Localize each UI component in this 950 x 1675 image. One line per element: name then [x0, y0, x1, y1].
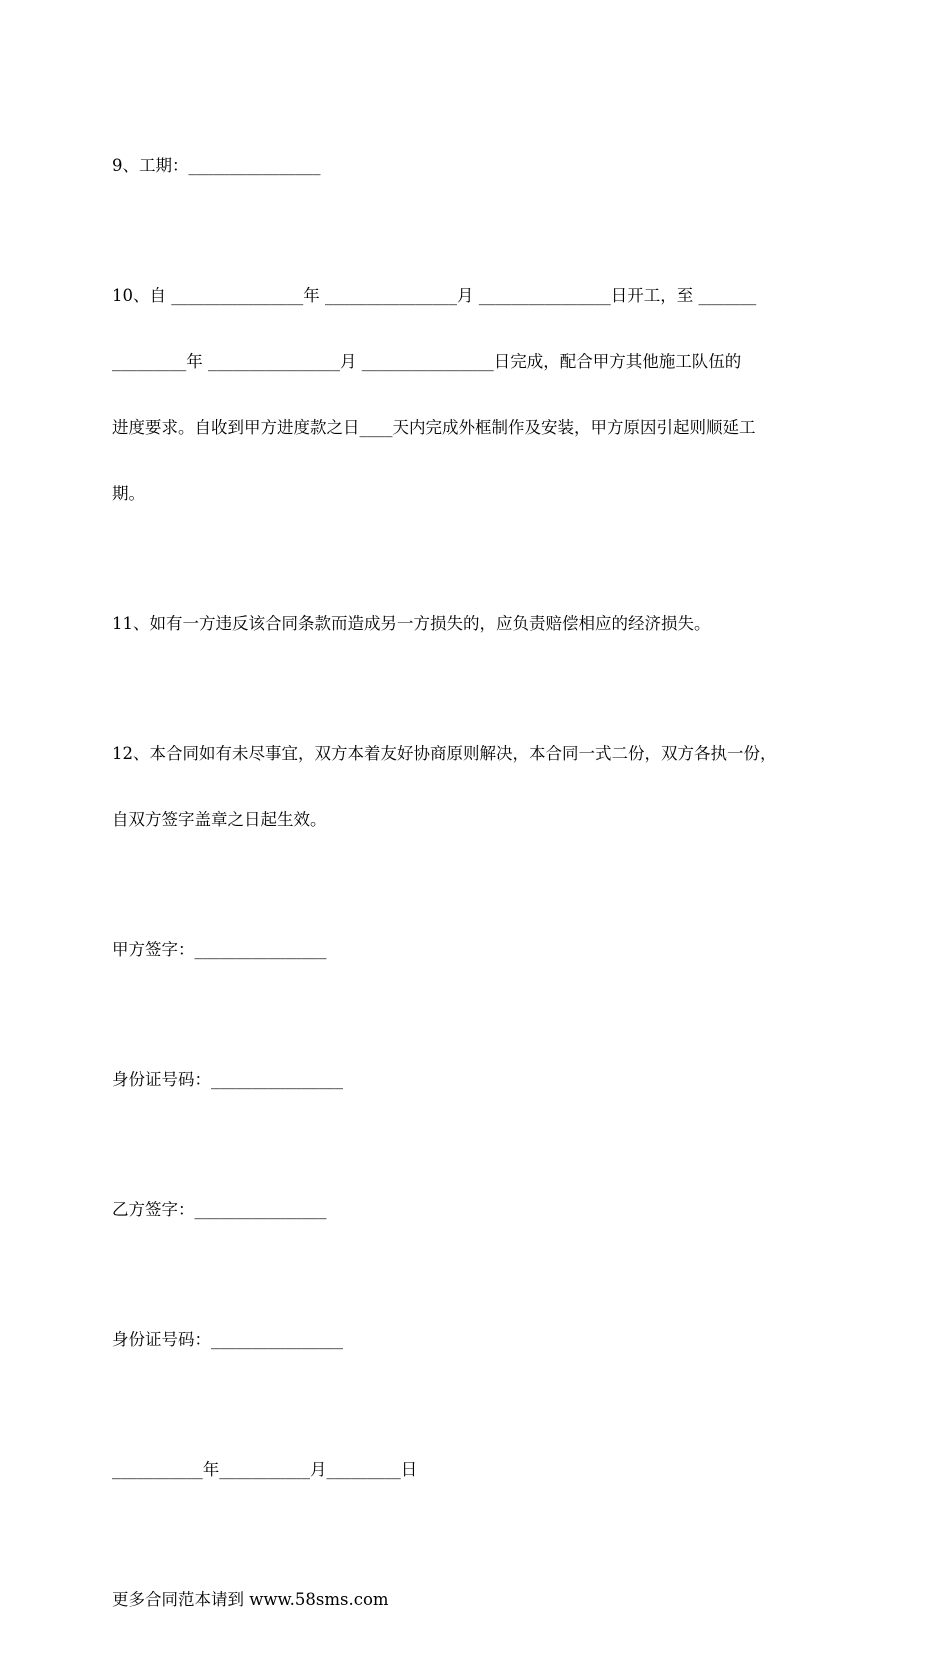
- text-line: 甲方签字：________________: [112, 940, 327, 959]
- text-line: 乙方签字：________________: [112, 1200, 327, 1219]
- clause-10-schedule: [112, 241, 852, 549]
- party-a-id-line: [112, 1025, 852, 1135]
- footer-more-templates: [112, 1545, 852, 1655]
- text-line: 10、自 ________________年 ________________月 ________________日开工，至 _______: [112, 286, 757, 305]
- party-a-signature-line: [112, 895, 852, 1005]
- text-line: 进度要求。自收到甲方进度款之日____天内完成外框制作及安装，甲方原因引起则顺延工: [112, 418, 756, 437]
- text-line: ___________年___________月_________日: [112, 1460, 418, 1479]
- clause-11-liability: [112, 569, 852, 679]
- text-line: 身份证号码：________________: [112, 1330, 343, 1349]
- text-line: _________年 ________________月 ________________日完成，配合甲方其他施工队伍的: [112, 352, 742, 371]
- party-b-id-line: [112, 1285, 852, 1395]
- text-line: 12、本合同如有未尽事宜，双方本着友好协商原则解决，本合同一式二份，双方各执一份，: [112, 744, 777, 763]
- party-b-signature-line: [112, 1155, 852, 1265]
- document-body: [112, 111, 852, 1675]
- text-line: 更多合同范本请到 www.58sms.com: [112, 1590, 389, 1609]
- clause-9-duration: [112, 111, 852, 221]
- clause-12-effect: [112, 699, 852, 875]
- text-line: 11、如有一方违反该合同条款而造成另一方损失的，应负责赔偿相应的经济损失。: [112, 614, 711, 633]
- signing-date-line: [112, 1415, 852, 1525]
- text-line: 期。: [112, 484, 145, 503]
- text-line: 9、工期：________________: [112, 156, 321, 175]
- text-line: 自双方签字盖章之日起生效。: [112, 810, 327, 829]
- text-line: 身份证号码：________________: [112, 1070, 343, 1089]
